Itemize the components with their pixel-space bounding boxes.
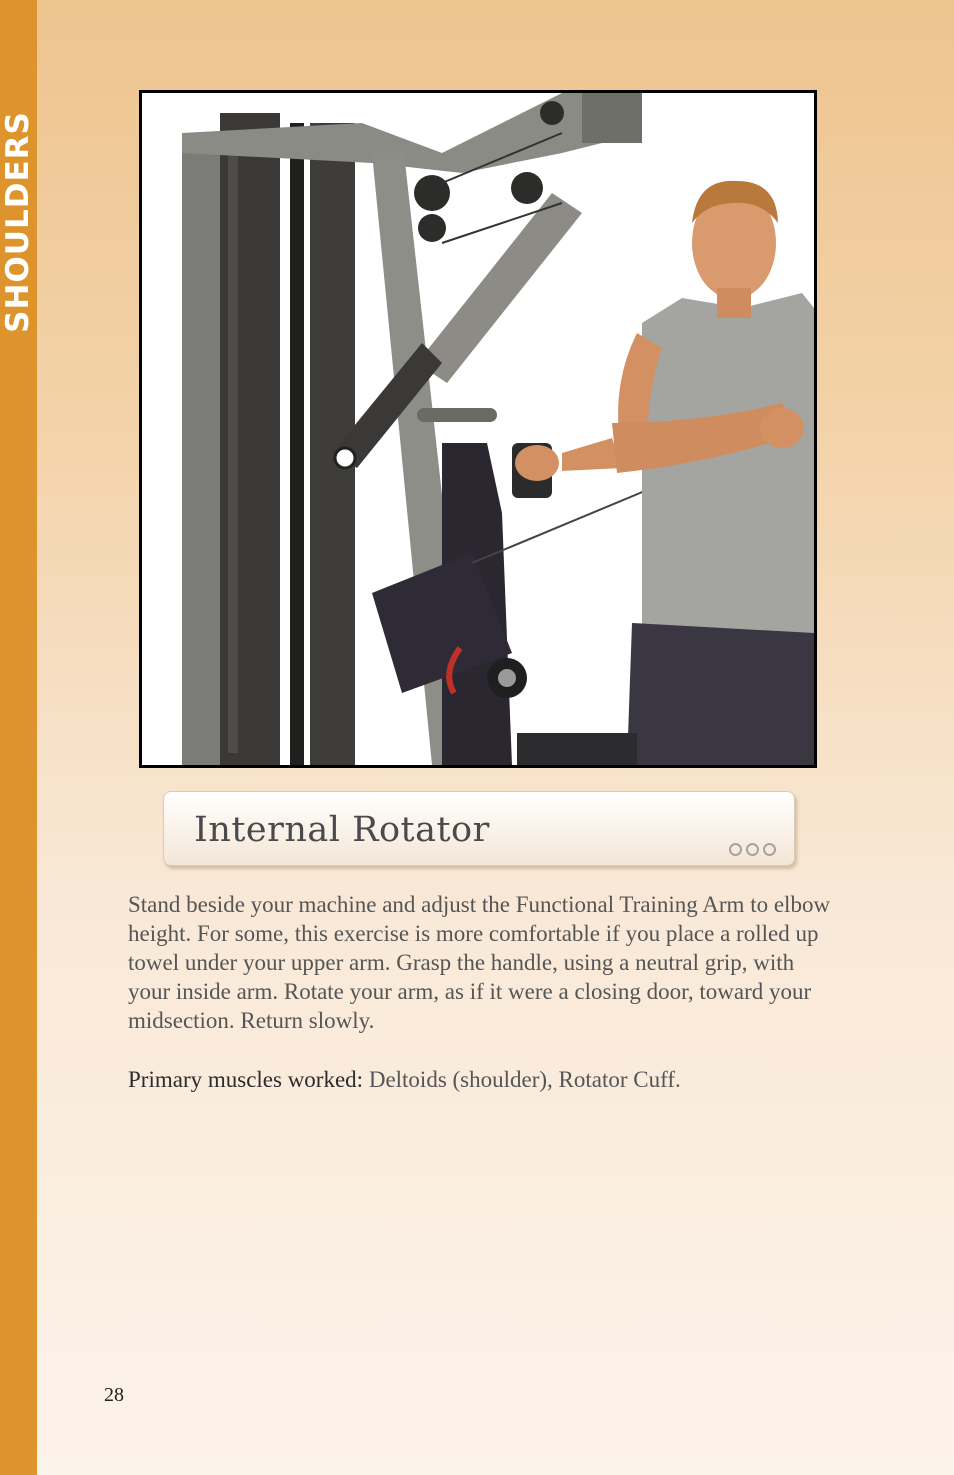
decorative-dots — [729, 843, 776, 856]
exercise-photo — [139, 90, 817, 768]
dot-icon — [746, 843, 759, 856]
section-label: SHOULDERS — [0, 111, 36, 333]
primary-muscles-value: Deltoids (shoulder), Rotator Cuff. — [363, 1067, 681, 1092]
primary-muscles — [128, 1065, 838, 1094]
dot-icon — [763, 843, 776, 856]
section-tab — [0, 0, 37, 1475]
page-number: 28 — [104, 1384, 124, 1406]
exercise-instructions: Stand beside your machine and adjust the Functional Training Arm to elbow height. For some, this exercise is more comfortable if you place a rolled up towel under your upper arm. Grasp the handle, using a neutral grip, with your inside arm. Rotate your arm, as if it were a closing door, toward your midsection. Return slowly. — [128, 892, 831, 1033]
primary-muscles-label: Primary muscles worked: — [128, 1067, 364, 1092]
exercise-title: Internal Rotator — [194, 810, 490, 850]
exercise-title-box — [163, 791, 795, 866]
dot-icon — [729, 843, 742, 856]
exercise-illustration — [142, 93, 814, 765]
